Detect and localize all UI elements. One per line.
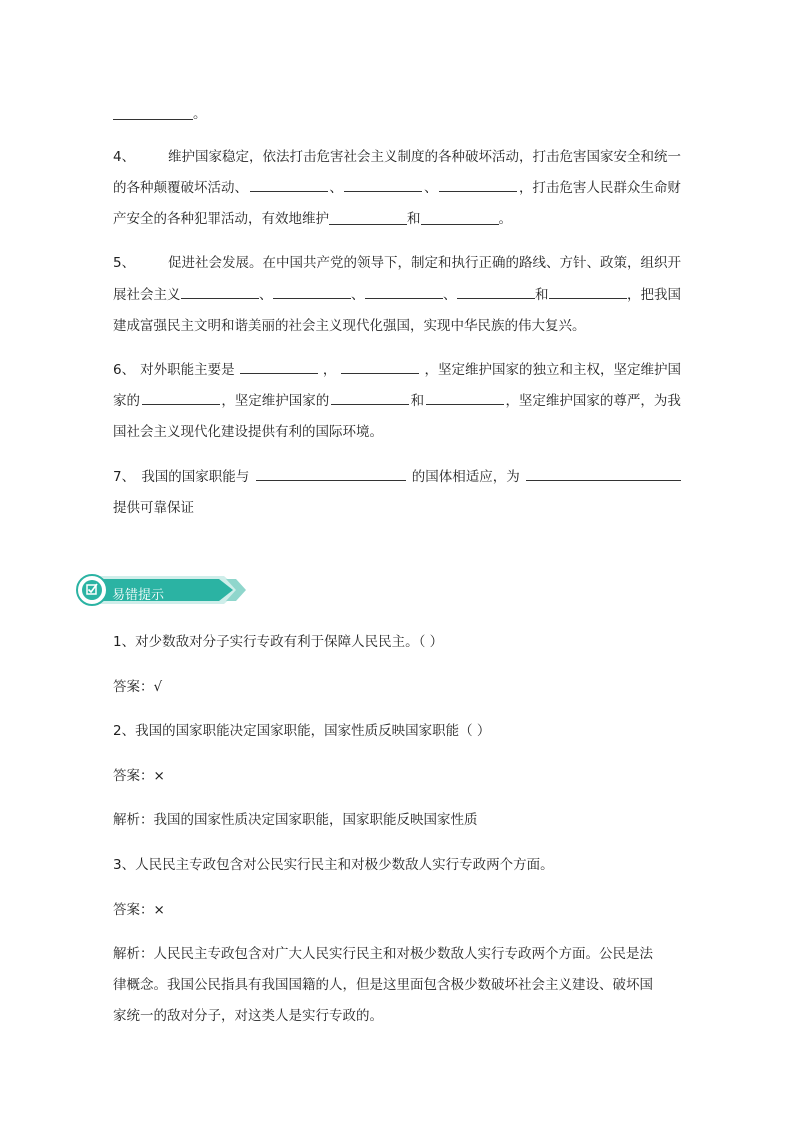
q6-line-2: 家的 ，坚定维护国家的 和 ，坚定维护国家的尊严，为我 — [113, 386, 681, 417]
section-title: 易错提示 — [112, 588, 165, 603]
error-answer-1: 答案：√ — [113, 679, 163, 695]
answer-blank[interactable] — [273, 280, 351, 299]
q5-line-1 — [113, 248, 681, 279]
error-answer-3: 答案：× — [113, 902, 165, 918]
answer-blank[interactable] — [344, 173, 422, 192]
q4-text-3a: 产安全的各种犯罪活动，有效地维护 — [113, 211, 329, 227]
answer-blank[interactable] — [426, 386, 504, 405]
answer-blank[interactable] — [250, 173, 328, 192]
error-analysis-3-line-3: 家统一的敌对分子，对这类人是实行专政的。 — [113, 1008, 383, 1024]
q7-text-1b: 的国体相适应，为 — [411, 469, 520, 485]
answer-blank[interactable] — [341, 355, 419, 374]
answer-blank[interactable] — [256, 462, 406, 481]
q5-text-3: 建成富强民主文明和谐美丽的社会主义现代化强国，实现中华民族的伟大复兴。 — [113, 318, 586, 334]
error-question-2: 2、我国的国家职能决定国家职能，国家性质反映国家职能（ ） — [113, 723, 491, 739]
q6-line-1: 6、 对外职能主要是 ， ，坚定维护国家的独立和主权，坚定维护国 — [113, 355, 681, 386]
continuation-line: 。 — [113, 99, 681, 130]
q4-line-3: 产安全的各种犯罪活动，有效地维护 和 。 — [113, 204, 681, 235]
answer-blank[interactable] — [181, 280, 259, 299]
q5-text-2a: 展社会主义 — [113, 287, 181, 303]
q4-line-1 — [113, 142, 681, 173]
answer-blank[interactable] — [365, 280, 443, 299]
answer-blank[interactable] — [240, 355, 318, 374]
answer-blank[interactable] — [457, 280, 535, 299]
q4-line-2: 的各种颠覆破坏活动、 、 、 ，打击危害人民群众生命财 — [113, 173, 681, 204]
answer-blank[interactable] — [331, 386, 409, 405]
q6-line-3 — [113, 417, 681, 448]
q6-text-2c: ，坚定维护国家的尊严，为我 — [505, 393, 681, 409]
q7-line-1 — [113, 462, 681, 493]
answer-blank[interactable] — [329, 206, 407, 225]
answer-blank[interactable] — [439, 173, 517, 192]
q7-line-2 — [113, 493, 681, 524]
q7-text-2: 提供可靠保证 — [113, 500, 194, 516]
error-analysis-2: 解析：我国的国家性质决定国家职能，国家职能反映国家性质 — [113, 812, 478, 828]
error-question-3: 3、人民民主专政包含对公民实行民主和对极少数敌人实行专政两个方面。 — [113, 857, 554, 873]
q5-line-3 — [113, 311, 681, 342]
q4-text-1: 维护国家稳定，依法打击危害社会主义制度的各种破坏活动，打击危害国家安全和统一 — [168, 149, 681, 165]
error-analysis-3-line-2: 律概念。我国公民指具有我国国籍的人，但是这里面包含极少数破坏社会主义建设、破坏国 — [113, 977, 653, 993]
answer-blank[interactable] — [549, 280, 627, 299]
error-question-1: 1、对少数敌对分子实行专政有利于保障人民民主。（ ） — [113, 634, 444, 650]
q5-number: 5、 — [113, 255, 136, 271]
answer-blank[interactable] — [421, 206, 499, 225]
q5-line-2: 展社会主义 、 、 、 和 ，把我国 — [113, 280, 681, 311]
q6-text-1b: ，坚定维护国家的独立和主权，坚定维护国 — [424, 362, 681, 378]
q7-text-1a: 我国的国家职能与 — [141, 469, 250, 485]
q4-text-2b: ，打击危害人民群众生命财 — [518, 180, 681, 196]
q5-text-1: 促进社会发展。在中国共产党的领导下，制定和执行正确的路线、方针、政策，组织开 — [168, 255, 681, 271]
q6-number: 6、 — [113, 362, 136, 378]
answer-blank[interactable] — [113, 101, 193, 120]
q4-number: 4、 — [113, 149, 136, 165]
q6-text-1a: 对外职能主要是 — [140, 362, 235, 378]
q4-text-2a: 的各种颠覆破坏活动、 — [113, 180, 248, 196]
answer-blank[interactable] — [526, 462, 681, 481]
error-analysis-3-line-1: 解析：人民民主专政包含对广大人民实行民主和对极少数敌人实行专政两个方面。公民是法 — [113, 946, 653, 962]
q5-text-2b: ，把我国 — [627, 287, 681, 303]
q6-text-2a: 家的 — [113, 393, 140, 409]
error-answer-2: 答案：× — [113, 768, 165, 784]
q7-number: 7、 — [113, 469, 136, 485]
q6-text-2b: ，坚定维护国家的 — [221, 393, 330, 409]
q6-text-3: 国社会主义现代化建设提供有利的国际环境。 — [113, 424, 383, 440]
answer-blank[interactable] — [142, 386, 220, 405]
